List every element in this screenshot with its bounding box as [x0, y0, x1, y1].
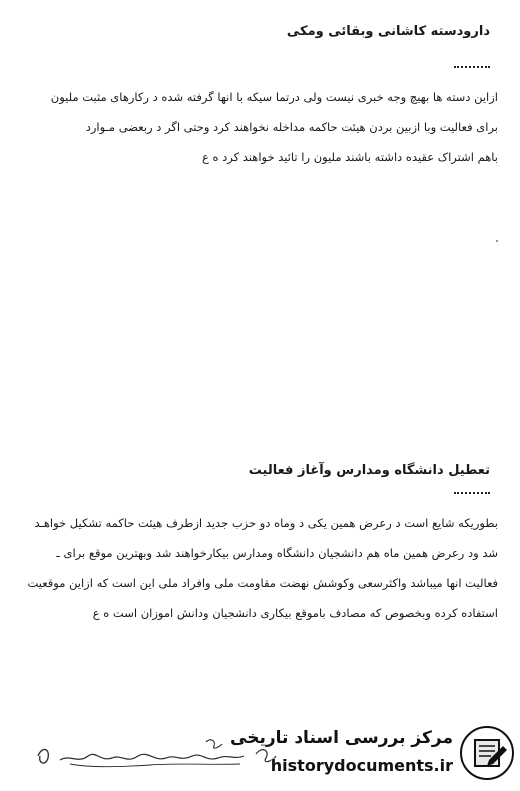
section-1-line-1: ازاین دسته ها بهیچ وجه خبری نیست ولی درتما سیکه با انها گرفته شده د رکارهای مثبت ملیون [50, 90, 498, 104]
section-2-heading: تعطیل دانشگاه ومدارس وآغاز فعالیت [248, 463, 490, 478]
scan-speck [496, 240, 498, 242]
section-2-line-3: فعالیت انها میباشد واکثرسعی وکوشش نهضت مقاومت ملی وافراد ملی این است که ازاین موقعیت [27, 576, 498, 590]
section-1-line-2: برای فعالیت وبا ازبین بردن هیئت حاکمه مداخله نخواهند کرد وحتی اگر د ربعضی مـوارد [85, 120, 498, 134]
section-2-line-1: بطوریکه شایع است د رعرض همین یکی د وماه دو حزب جدید ازطرف هیئت حاکمه تشکیل خواهـد [34, 516, 498, 530]
section-1-heading: دارودسته کاشانی وبقائی ومکی [286, 24, 490, 39]
section-2-line-4: استفاده کرده وبخصوص که مصادف باموقع بیکاری دانشجیان ودانش اموزان است ه ع [92, 606, 498, 620]
section-2-line-2: شد ود رعرض همین ماه هم دانشجیان دانشگاه ومدارس بیکارخواهند شد وبهترین موقع برای ـ [56, 546, 498, 560]
watermark-url: historydocuments.ir [270, 756, 453, 775]
archive-logo-icon [459, 724, 515, 782]
section-1-divider [454, 66, 490, 68]
watermark-title: مرکز بررسی اسناد تاریخی [230, 728, 453, 748]
section-1-line-3: باهم اشتراک عقیده داشته باشند ملیون را تائید خواهند کرد ه ع [201, 150, 498, 164]
section-2-divider [454, 492, 490, 494]
archive-watermark [230, 720, 515, 786]
